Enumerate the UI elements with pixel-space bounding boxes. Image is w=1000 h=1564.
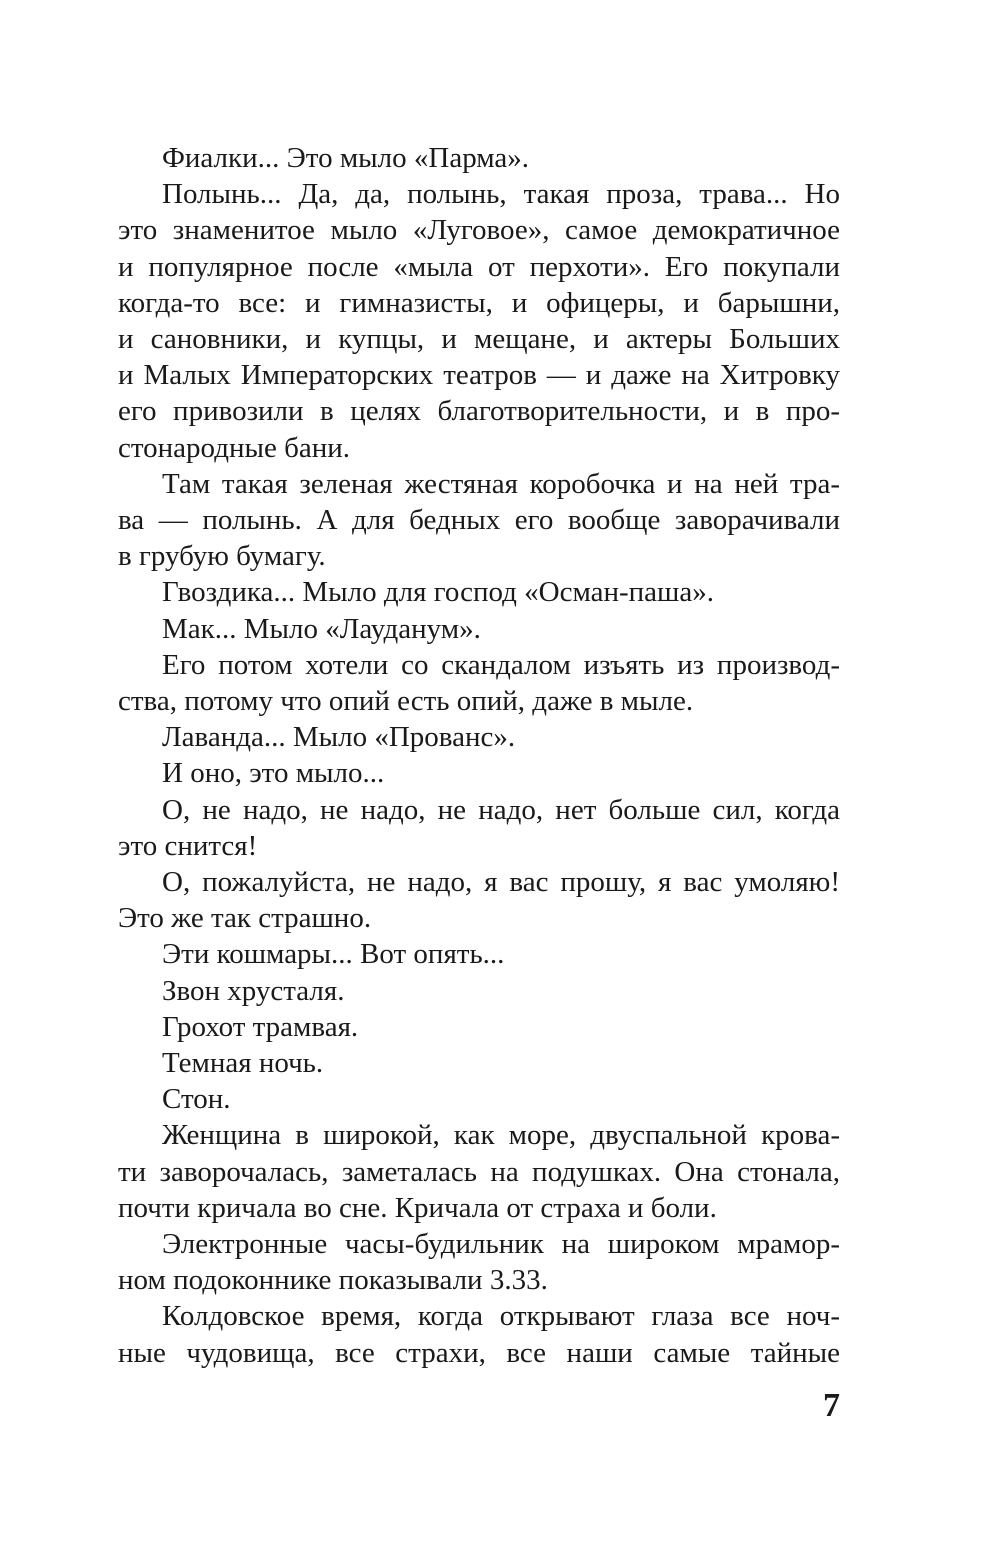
page-number: 7 [823, 1387, 840, 1424]
text-line: почти кричала во сне. Кричала от страха и боли. [118, 1192, 717, 1224]
text-line: и популярное после «мыла от перхоти». Его покупали [118, 251, 840, 283]
text-line: это снится! [118, 830, 258, 862]
text-line: ти заворочалась, заметалась на подушках. Она стонала, [118, 1156, 840, 1188]
text-line: Электронные часы-будильник на широком мрамор- [162, 1228, 840, 1260]
text-line: О, пожалуйста, не надо, я вас прошу, я вас умоляю! [162, 866, 840, 898]
text-line: Темная ночь. [162, 1047, 324, 1079]
text-line: И оно, это мыло... [162, 757, 385, 789]
text-line: это знаменитое мыло «Луговое», самое демократичное [118, 214, 840, 246]
text-line: Это же так страшно. [118, 902, 372, 934]
text-line: Эти кошмары... Вот опять... [162, 938, 505, 970]
text-line: в грубую бумагу. [118, 540, 326, 572]
text-line: когда-то все: и гимназисты, и офицеры, и барышни, [118, 287, 840, 319]
text-line: Колдовское время, когда открывают глаза все ноч- [162, 1300, 840, 1332]
text-line: и Малых Императорских театров — и даже на Хитровку [118, 359, 840, 391]
text-line: Звон хрусталя. [162, 975, 345, 1007]
text-line: Женщина в широкой, как море, двуспальной крова- [162, 1119, 840, 1151]
text-line: Его потом хотели со скандалом изъять из производ- [162, 649, 840, 681]
text-line: Грохот трамвая. [162, 1011, 359, 1043]
text-line: ные чудовища, все страхи, все наши самые тайные [118, 1337, 840, 1369]
text-line: Мак... Мыло «Лауданум». [162, 613, 481, 645]
text-line: Фиалки... Это мыло «Парма». [162, 142, 530, 174]
text-line: его привозили в целях благотворительности, и в про- [118, 395, 840, 427]
text-line: и сановники, и купцы, и мещане, и актеры Больших [118, 323, 840, 355]
text-line: ва — полынь. А для бедных его вообще заворачивали [118, 504, 840, 536]
text-line: Лаванда... Мыло «Прованс». [162, 721, 516, 753]
text-line: О, не надо, не надо, не надо, нет больше сил, когда [162, 794, 840, 826]
text-line: ном подоконнике показывали 3.33. [118, 1264, 548, 1296]
text-line: стонародные бани. [118, 432, 351, 464]
text-line: Стон. [162, 1083, 231, 1115]
text-line: ства, потому что опий есть опий, даже в мыле. [118, 685, 694, 717]
text-line: Полынь... Да, да, полынь, такая проза, трава... Но [162, 178, 840, 210]
text-line: Там такая зеленая жестяная коробочка и на ней тра- [162, 468, 840, 500]
text-line: Гвоздика... Мыло для господ «Осман-паша». [162, 576, 715, 608]
